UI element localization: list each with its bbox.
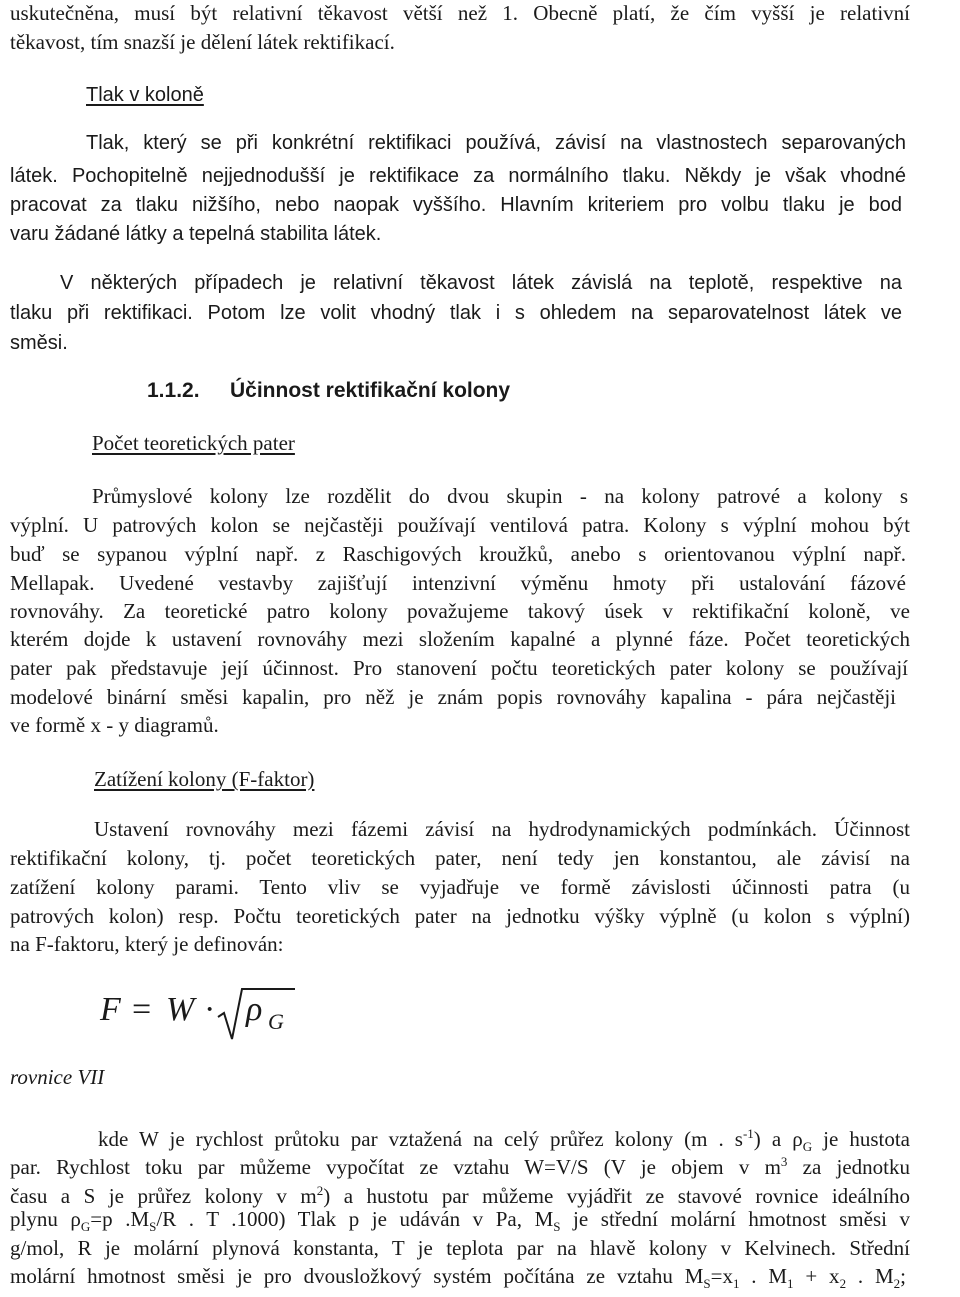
subheading-pocet-pater: Počet teoretických pater [92, 431, 295, 455]
formula-rho: ρ [246, 991, 263, 1028]
subheading-tlak: Tlak v koloně [86, 84, 204, 106]
text-run: za jednotku [787, 1155, 911, 1179]
formula-w: W [166, 991, 195, 1028]
text-run: 1 [787, 1276, 794, 1292]
text-run: 3 [780, 1154, 788, 1169]
text-run: par. Rychlost toku par můžeme vypočítat ze vztahu W=V/S (V je objem v m [10, 1155, 781, 1179]
paragraph-line: rektifikační kolony, tj. počet teoretických pater, není tedy jen konstantou, ale závisí na [10, 846, 910, 870]
paragraph-line: pater pak představuje její účinnost. Pro stanovení počtu teoretických pater kolony se používají [10, 656, 908, 680]
paragraph-line: tlaku při rektifikaci. Potom lze volit vhodný tlak i s ohledem na separovatelnost látek ve [10, 302, 902, 324]
paragraph-line: těkavost, tím snazší je dělení látek rektifikací. [10, 30, 395, 54]
text-run: =p .M [90, 1207, 150, 1231]
text-run: ; [900, 1264, 906, 1288]
text-run: + x [793, 1264, 840, 1288]
formula-equals: = [132, 991, 152, 1028]
paragraph-line: kterém dojde k ustavení rovnováhy mezi složením kapalné a plynné fáze. Počet teoretických [10, 627, 910, 651]
paragraph-line: patrových kolon) resp. Počtu teoretických pater na jednotku výšky výplně (u kolon s výplní) [10, 904, 910, 928]
text-run: kde W je rychlost průtoku par vztažená na celý průřez kolony (m . s [98, 1127, 743, 1151]
text-run: . M [739, 1264, 788, 1288]
text-run: 2 [893, 1276, 901, 1292]
paragraph-line: buď se sypanou výplní např. z Raschigových kroužků, anebo s orientovanou výplní např. [10, 542, 906, 566]
text-run: 2 [316, 1183, 324, 1198]
paragraph-line: Ustavení rovnováhy mezi fázemi závisí na hydrodynamických podmínkách. Účinnost [94, 817, 910, 841]
subheading-zatizeni: Zatížení kolony (F-faktor) [94, 767, 315, 791]
paragraph-line: ve formě x - y diagramů. [10, 713, 219, 737]
formula-dot: · [204, 991, 216, 1028]
text-run: -1 [742, 1126, 754, 1141]
text-run: /R . T .1000) Tlak p je udáván v Pa, M [156, 1207, 554, 1231]
text-run: G [802, 1139, 813, 1155]
text-run: S [703, 1276, 711, 1292]
text-run: 1 [732, 1276, 740, 1292]
paragraph-line: na F-faktoru, který je definován: [10, 932, 284, 956]
paragraph-line: pracovat za tlaku nižšího, nebo naopak vyššího. Hlavním kriteriem pro volbu tlaku je bod [10, 194, 902, 216]
text-run: molární hmotnost směsi je pro dvousložkový systém počítána ze vztahu M [10, 1264, 704, 1288]
text-run: 2 [839, 1276, 847, 1292]
text-run: G [80, 1219, 91, 1235]
paragraph-line: směsi. [10, 332, 68, 354]
text-run: S [553, 1219, 561, 1235]
formula-subscript-g: G [268, 1009, 284, 1034]
paragraph-line [10, 1263, 906, 1297]
text-run: S [149, 1219, 157, 1235]
text-run: =x [710, 1264, 733, 1288]
text-run: plynu ρ [10, 1207, 81, 1231]
paragraph-line: Průmyslové kolony lze rozdělit do dvou skupin - na kolony patrové a kolony s [92, 484, 908, 508]
section-title: Účinnost rektifikační kolony [230, 379, 511, 402]
text-run: času a S je průřez kolony v m [10, 1184, 317, 1208]
paragraph-line: uskutečněna, musí být relativní těkavost větší než 1. Obecně platí, že čím vyšší je relativní [10, 1, 910, 25]
text-run: je hustota [812, 1127, 910, 1151]
paragraph-line: látek. Pochopitelně nejjednodušší je rektifikace za normálního tlaku. Někdy je však vhodné [10, 165, 906, 187]
paragraph-line: rovnováhy. Za teoretické patro kolony považujeme takový úsek v rektifikační koloně, ve [10, 599, 910, 623]
paragraph-line: varu žádané látky a tepelná stabilita látek. [10, 223, 382, 245]
paragraph-line: modelové binární směsi kapalin, pro něž je znám popis rovnováhy kapalina - pára nejčastěji [10, 685, 896, 709]
text-run: ) a hustotu par můžeme vyjádřit ze stavové rovnice ideálního [323, 1184, 910, 1208]
equation-label: rovnice VII [10, 1065, 105, 1089]
paragraph-line: V některých případech je relativní těkavost látek závislá na teplotě, respektive na [60, 272, 902, 294]
text-run: je střední molární hmotnost směsi v [560, 1207, 911, 1231]
paragraph-line: zatížení kolony parami. Tento vliv se vyjadřuje ve formě závislosti účinnosti patra (u [10, 875, 910, 899]
paragraph-line: g/mol, R je molární plynová konstanta, T je teplota par na hlavě kolony v Kelvinech. Střední [10, 1236, 910, 1260]
formula-f: F [100, 991, 121, 1028]
text-run: ) a ρ [753, 1127, 803, 1151]
text-run: . M [846, 1264, 894, 1288]
paragraph-line: Mellapak. Uvedené vestavby zajišťují intenzivní výměnu hmoty při ustalování fázové [10, 571, 906, 595]
section-number: 1.1.2. [147, 379, 200, 402]
paragraph-line: Tlak, který se při konkrétní rektifikaci používá, závisí na vlastnostech separovaných [86, 132, 906, 154]
paragraph-line: výplní. U patrových kolon se nejčastěji používají ventilová patra. Kolony s výplní mohou být [10, 513, 910, 537]
